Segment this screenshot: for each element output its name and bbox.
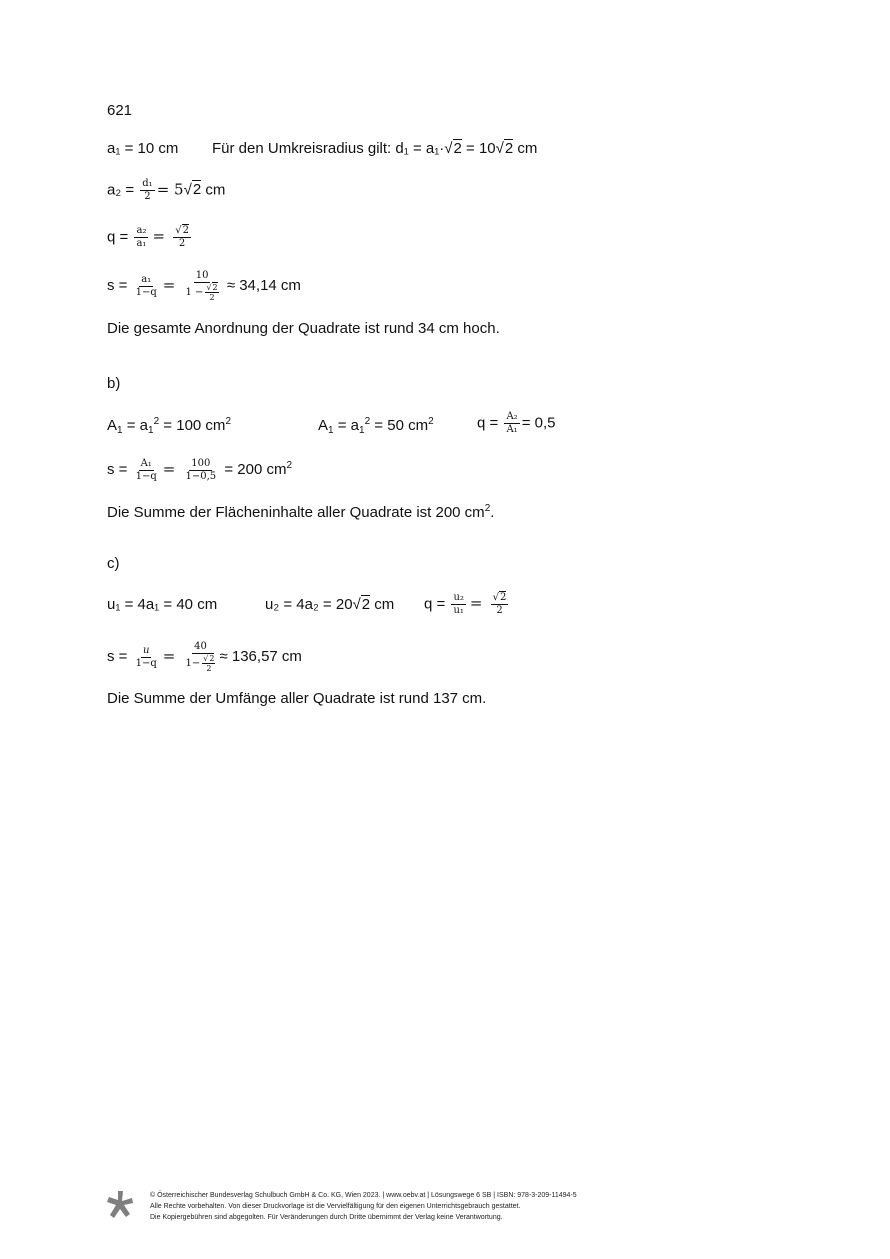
label-b: b) <box>107 375 121 392</box>
fraction-a2-over-a1: $\frac{\text{a₂}}{\text{a₁}}$ <box>136 225 147 249</box>
s-result-c: ≈ 136,57 cm <box>219 647 302 665</box>
fraction-d1-over-2: $\frac{\text{d₁}}{2}$ <box>142 178 153 202</box>
equals-sign: = <box>162 646 176 665</box>
unit-cm: cm <box>201 181 226 199</box>
A1-statement-b: $A_1 = a_1^2 = 100$ $cm^2$ <box>107 416 231 436</box>
footer-line-2: Alle Rechte vorbehalten. Von dieser Druckvorlage ist die Vervielfältigung für den eigenen Unterrichtsgebrauch gestattet. <box>150 1203 521 1210</box>
a2-rest: = 5 <box>156 180 184 199</box>
q-equation-c <box>424 592 510 617</box>
label-c: c) <box>107 555 120 572</box>
fraction-sqrt2-over-2: $\frac{√2}{2}$ <box>492 592 507 616</box>
a2-prefix: a₂ = <box>107 181 135 199</box>
circumradius-statement <box>212 140 537 158</box>
fraction-A1-over-1-minus-q: $\frac{\text{A₁}}{1-q}$ <box>135 457 157 482</box>
fraction-u-over-1-minus-q: $\frac{u}{1-q}$ <box>135 644 157 669</box>
conclusion-c: Die Summe der Umfänge aller Quadrate ist rund 137 cm. <box>107 690 487 707</box>
s-equation-a <box>107 270 301 302</box>
footer-copyright <box>150 1190 577 1223</box>
fraction-a1-over-1-minus-q: $\frac{\text{a₁}}{1-q}$ <box>135 273 157 298</box>
s-equation-b <box>107 457 292 483</box>
a2-equation <box>107 178 225 203</box>
sqrt-2: √2 <box>495 140 514 157</box>
s-result-b: = 200 $cm^2$ <box>224 460 293 478</box>
circumradius-text: Für den Umkreisradius gilt: d₁ = a₁· <box>212 140 445 157</box>
equals-sign: = <box>152 227 166 246</box>
equals-sign: = <box>162 275 176 294</box>
s-prefix: s = <box>107 461 128 478</box>
q-equation-a <box>107 225 193 250</box>
circumradius-eq: = 10 <box>461 140 496 157</box>
q-result-b: = 0,5 <box>521 414 556 432</box>
q-prefix: q = <box>477 414 499 432</box>
fraction-sqrt2-over-2: $\frac{√2}{2}$ <box>175 225 189 249</box>
unit-cm: cm <box>513 140 538 157</box>
q-prefix: q = <box>107 228 129 246</box>
fraction-40-over-1-minus-sqrt2-2: 40 1− $\frac{√2}{2}$ <box>185 641 215 673</box>
s-prefix: s = <box>107 647 128 665</box>
q-prefix: q = <box>424 595 446 613</box>
sqrt-2: √2 <box>183 181 202 199</box>
fraction-100-over-1-minus-0-5: $\frac{100}{1-0,5}$ <box>185 457 217 482</box>
publisher-logo-icon <box>106 1190 134 1220</box>
s-result-a: ≈ 34,14 cm <box>226 276 301 294</box>
s-prefix: s = <box>107 276 128 294</box>
u2-statement: u₂ = 4a₂ = 20√2 cm <box>265 596 395 613</box>
q-equation-b <box>477 411 555 436</box>
footer-line-3: Die Kopiergebühren sind abgegolten. Für Veränderungen durch Dritte übernimmt der Verlag keine Verantwortung. <box>150 1214 503 1221</box>
footer-line-1: © Österreichischer Bundesverlag Schulbuch GmbH & Co. KG, Wien 2023. | www.oebv.at | Lösungswege 6 SB | ISBN: 978-3-209-11494-5 <box>150 1192 577 1199</box>
fraction-u2-over-u1: $\frac{\text{u₂}}{\text{u₁}}$ <box>453 592 464 616</box>
conclusion-a: Die gesamte Anordnung der Quadrate ist rund 34 cm hoch. <box>107 320 500 337</box>
equals-sign: = <box>469 594 483 613</box>
conclusion-b: Die Summe der Flächeninhalte aller Quadrate ist 200 $cm^2$. <box>107 503 495 521</box>
u1-statement: u₁ = 4a₁ = 40 cm <box>107 596 218 613</box>
sqrt-2: √2 <box>444 140 462 157</box>
fraction-10-over-1-minus-sqrt2-2: 10 1 − $\frac{√2}{2}$ <box>185 270 218 302</box>
page-number: 621 <box>107 102 133 119</box>
fraction-A2-over-A1: $\frac{\text{A₂}}{\text{A₁}}$ <box>506 411 518 435</box>
equals-sign: = <box>162 460 176 478</box>
A1-statement-b2: $A_1 = a_1^2 = 50$ $cm^2$ <box>318 416 434 436</box>
a1-statement: a₁ = 10 cm <box>107 140 179 157</box>
s-equation-c <box>107 641 302 673</box>
